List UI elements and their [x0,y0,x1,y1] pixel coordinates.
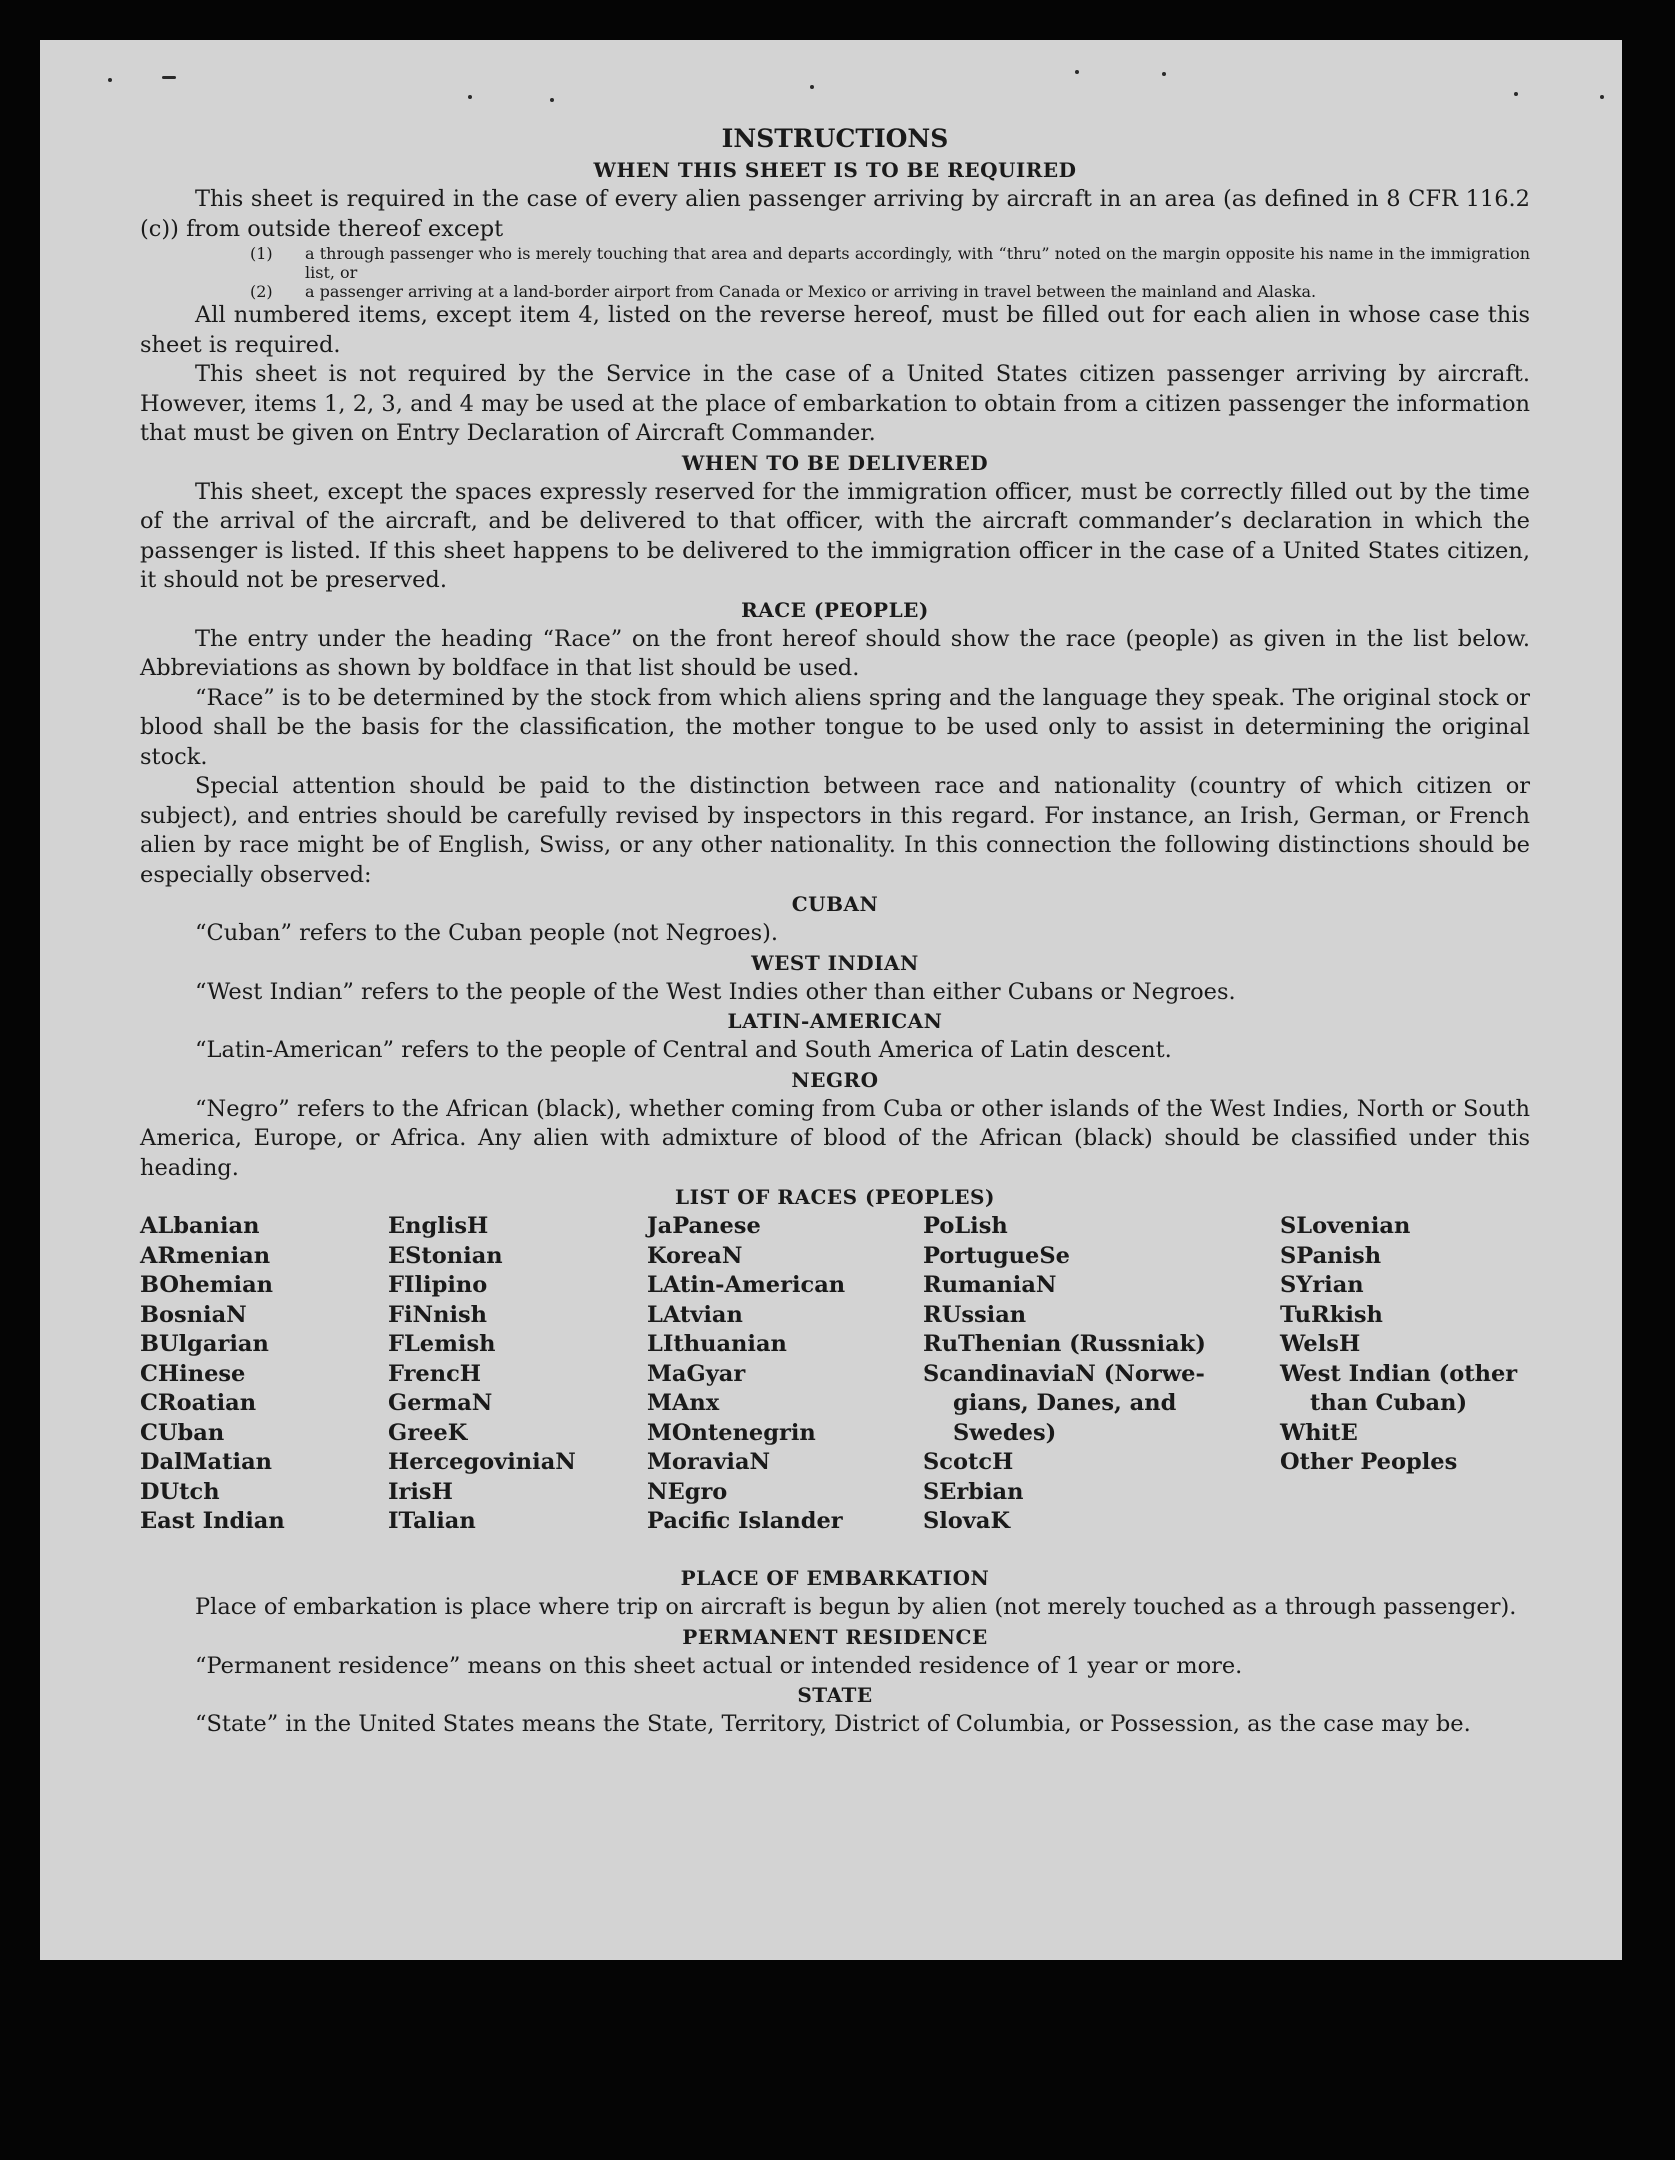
race-entry: Pacific Islander [647,1508,843,1534]
scan-specks [40,40,1622,120]
race-column-1 [140,1212,285,1537]
list-item [250,244,1530,282]
heading-latin-american: LATIN-AMERICAN [727,1009,943,1033]
paragraph: “Permanent residence” means on this sheet actual or intended residence of 1 year or more. [195,1652,1243,1679]
race-entry: SErbian [923,1478,1024,1505]
list-item-text: a through passenger who is merely touching that area and departs accordingly, with “thru” noted on the margin opposite his name in the immigration list, or [305,244,1530,282]
race-entry: LIthuanian [647,1331,787,1357]
heading-cuban: CUBAN [791,892,879,916]
race-entry: KoreaN [647,1242,743,1269]
paragraph: “Latin-American” refers to the people of Central and South America of Latin descent. [195,1037,1172,1063]
race-column-4 [923,1212,1206,1537]
race-entry: GreeK [388,1419,468,1446]
race-entry: West Indian (other [1280,1360,1518,1387]
paragraph: “Negro” refers to the African (black), whether coming from Cuba or other islands of the West Indies, North or South America, Europe, or Africa. Any alien with admixture of blood of the African (black) should be classified under this heading. [140,1095,1530,1181]
race-entry: BUlgarian [140,1331,269,1357]
race-entry: than Cuban) [1310,1390,1468,1416]
heading-permanent-residence: PERMANENT RESIDENCE [682,1624,988,1649]
paragraph: This sheet is required in the case of every alien passenger arriving by aircraft in an area (as defined in 8 CFR 116.2 (c)) from outside thereof except [140,186,1530,242]
race-entry: ScandinaviaN (Norwe- [923,1360,1205,1387]
race-entry: Swedes) [953,1419,1057,1446]
race-entry: MAnx [647,1390,720,1416]
list-item-number: (2) [250,282,273,301]
paragraph: “Race” is to be determined by the stock from which aliens spring and the language they speak. The original stock or blood shall be the basis for the classification, the mother tongue to be used only to assist in determining the original stock. [140,684,1530,770]
paragraph: All numbered items, except item 4, listed on the reverse hereof, must be filled out for each alien in whose case this sheet is required. [140,302,1530,358]
race-column-2 [388,1212,576,1537]
paragraph: “State” in the United States means the State, Territory, District of Columbia, or Possession, as the case may be. [195,1711,1471,1737]
race-list [140,1212,1530,1564]
heading-list-of-races: LIST OF RACES (PEOPLES) [675,1185,995,1209]
race-entry: TuRkish [1280,1301,1383,1328]
race-entry: HercegoviniaN [388,1449,576,1475]
paragraph: This sheet is not required by the Service in the case of a United States citizen passenger arriving by aircraft. However, items 1, 2, 3, and 4 may be used at the place of embarkation to obtain from a citizen passenger the information that must be given on Entry Declaration of Aircraft Commander. [140,361,1530,446]
race-entry: EnglisH [388,1213,489,1239]
race-entry: CRoatian [140,1390,257,1416]
race-entry: FIlipino [388,1272,488,1298]
race-entry: SLovenian [1280,1213,1411,1239]
race-entry: LAtvian [647,1301,743,1328]
race-entry: MoraviaN [647,1449,771,1475]
list-item-text: a passenger arriving at a land-border airport from Canada or Mexico or arriving in travel between the mainland and Alaska. [305,282,1317,301]
paragraph: Place of embarkation is place where trip on aircraft is begun by alien (not merely touched as a through passenger). [195,1594,1517,1620]
race-entry: DUtch [140,1478,220,1505]
race-entry: MaGyar [647,1360,746,1387]
race-entry: WhitE [1280,1419,1358,1446]
paragraph: Special attention should be paid to the distinction between race and nationality (country of which citizen or subject), and entries should be carefully revised by inspectors in this regard. For instance, an Irish, German, or French alien by race might be of English, Swiss, or any other nationality. In this connection the following distinctions should be especially observed: [140,773,1530,888]
race-entry: NEgro [647,1478,728,1505]
race-entry: BosniaN [140,1301,247,1328]
race-entry: DalMatian [140,1449,273,1475]
race-entry: SlovaK [923,1508,1011,1534]
race-entry: RumaniaN [923,1272,1057,1298]
heading-place-of-embarkation: PLACE OF EMBARKATION [680,1566,990,1590]
heading-when-required: WHEN THIS SHEET IS TO BE REQUIRED [593,158,1077,182]
race-entry: RUssian [923,1301,1027,1328]
race-entry: ScotcH [923,1449,1014,1475]
heading-negro: NEGRO [791,1067,879,1092]
race-entry: ALbanian [140,1213,260,1239]
race-entry: EStonian [388,1242,503,1269]
race-entry: Other Peoples [1280,1449,1458,1475]
race-entry: SYrian [1280,1272,1364,1298]
race-entry: RuThenian (Russniak) [923,1331,1206,1357]
race-entry: ITalian [388,1508,476,1534]
race-entry: GermaN [388,1390,493,1416]
heading-race: RACE (PEOPLE) [741,597,929,622]
race-column-5 [1280,1212,1517,1478]
paragraph: The entry under the heading “Race” on the front hereof should show the race (people) as given in the list below. Abbreviations as shown by boldface in that list should be used. [140,625,1530,681]
race-entry: WelsH [1280,1331,1361,1357]
race-entry: FLemish [388,1331,496,1357]
document-body [140,122,1530,1740]
race-entry: FrencH [388,1360,482,1387]
race-entry: CHinese [140,1360,246,1387]
race-entry: MOntenegrin [647,1419,816,1446]
heading-state: STATE [797,1683,873,1707]
race-column-3 [647,1212,845,1537]
list-item [250,282,1530,301]
list-item-number: (1) [250,244,273,263]
race-entry: FiNnish [388,1301,488,1328]
heading-when-delivered: WHEN TO BE DELIVERED [681,450,989,475]
race-entry: CUban [140,1419,225,1446]
heading-west-indian: WEST INDIAN [751,950,919,975]
race-entry: SPanish [1280,1242,1382,1269]
race-entry: gians, Danes, and [953,1390,1177,1416]
page-title: INSTRUCTIONS [721,124,949,153]
race-entry: LAtin-American [647,1272,846,1298]
race-entry: IrisH [388,1478,453,1505]
race-entry: BOhemian [140,1272,274,1298]
race-entry: PoLish [923,1213,1008,1239]
document-page [40,40,1622,1960]
race-entry: JaPanese [647,1213,761,1239]
race-entry: East Indian [140,1508,285,1534]
race-entry: PortugueSe [923,1242,1070,1269]
paragraph: This sheet, except the spaces expressly reserved for the immigration officer, must be correctly filled out by the time of the arrival of the aircraft, and be delivered to that officer, with the aircraft commander’s declaration in which the passenger is listed. If this sheet happens to be delivered to the immigration officer in the case of a United States citizen, it should not be preserved. [140,478,1530,593]
paragraph: “Cuban” refers to the Cuban people (not Negroes). [195,920,779,946]
paragraph: “West Indian” refers to the people of the West Indies other than either Cubans or Negroes. [195,978,1236,1005]
race-entry: ARmenian [140,1242,271,1269]
